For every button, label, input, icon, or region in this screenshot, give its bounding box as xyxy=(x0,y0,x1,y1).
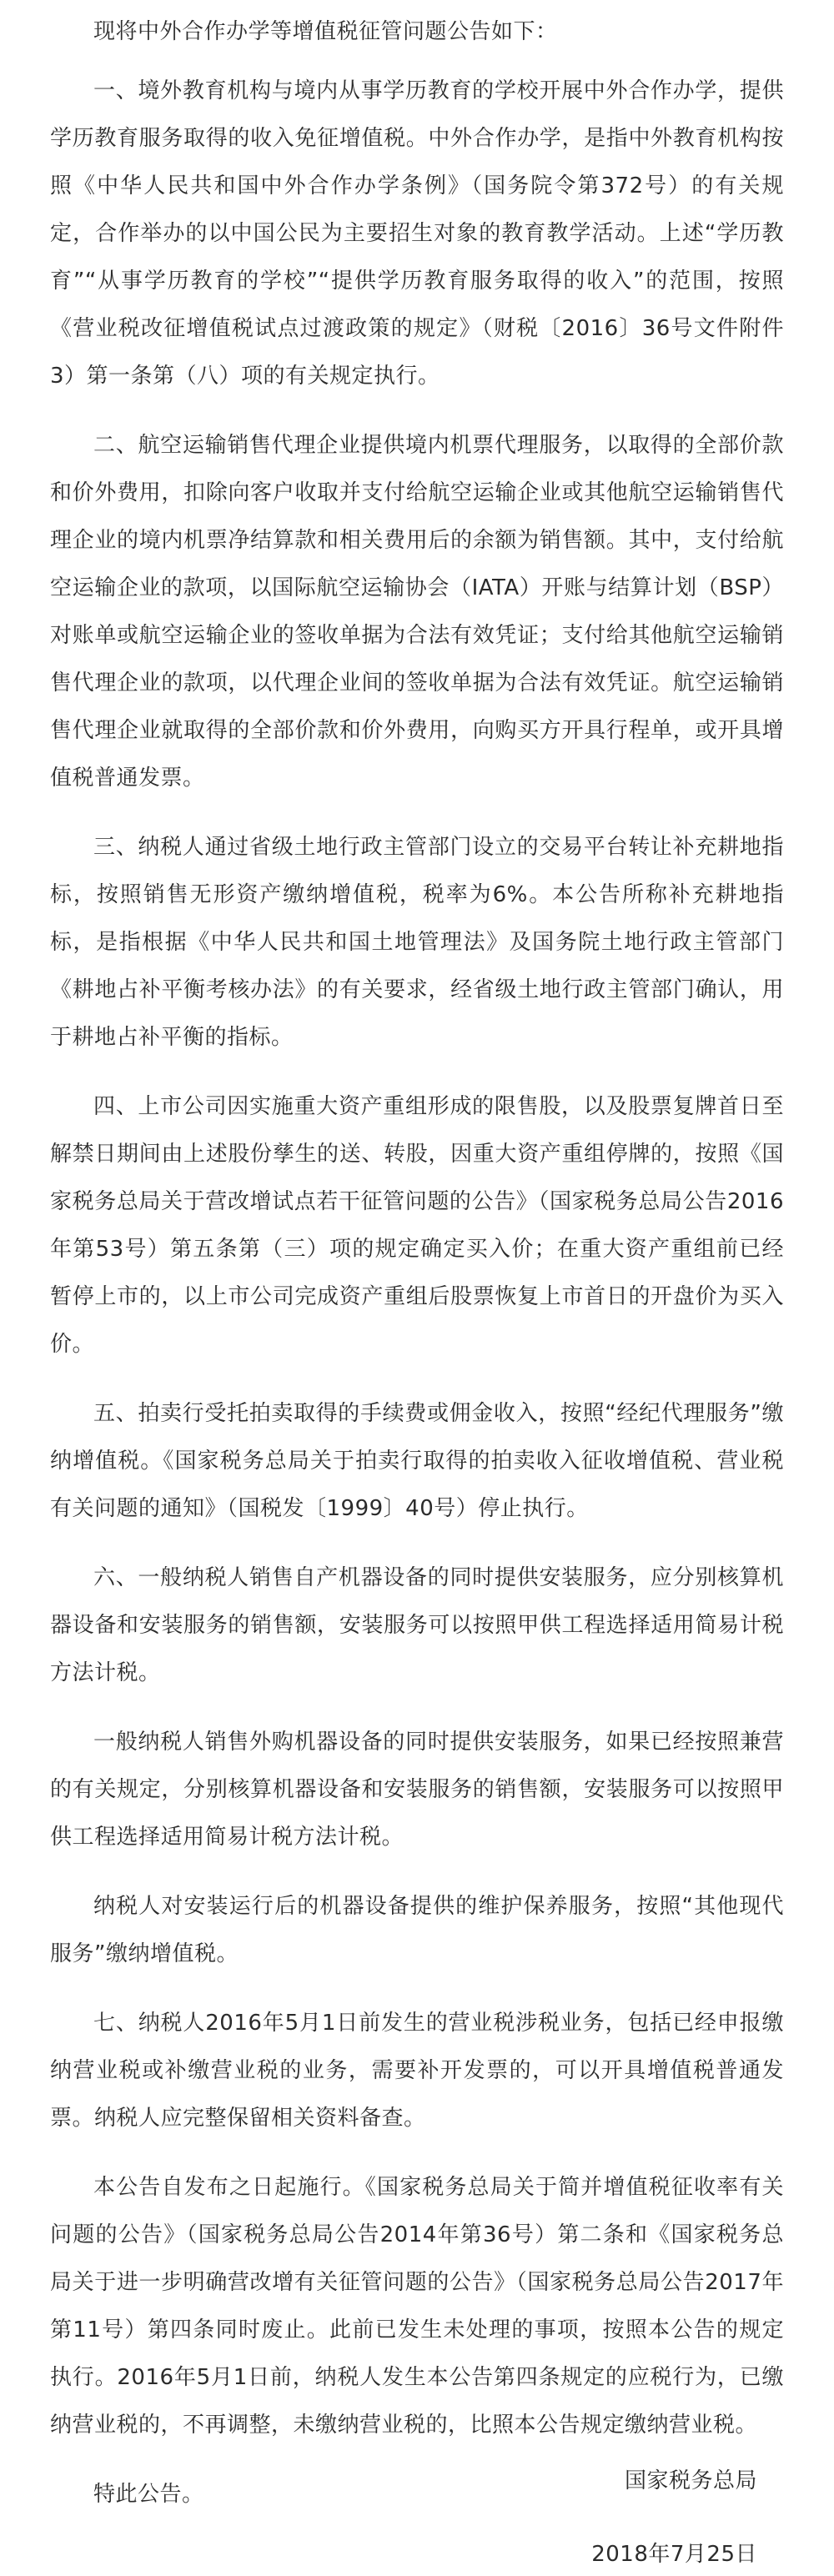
signature-organization: 国家税务总局 xyxy=(624,2468,757,2493)
paragraph-item-4: 四、上市公司因实施重大资产重组形成的限售股，以及股票复牌首日至解禁日期间由上述股份孳生的送、转股，因重大资产重组停牌的，按照《国家税务总局关于营改增试点若干征管问题的公告》（国家税务总局公告2016年第53号）第五条第（三）项的规定确定买入价；在重大资产重组前已经暂停上市的，以上市公司完成资产重组后股票恢复上市首日的开盘价为买入价。 xyxy=(50,1094,784,1357)
paragraph-item-7: 七、纳税人2016年5月1日前发生的营业税涉税业务，包括已经申报缴纳营业税或补缴营业税的业务，需要补开发票的，可以开具增值税普通发票。纳税人应完整保留相关资料备查。 xyxy=(50,2011,784,2131)
paragraph-item-3: 三、纳税人通过省级土地行政主管部门设立的交易平台转让补充耕地指标，按照销售无形资产缴纳增值税，税率为6%。本公告所称补充耕地指标，是指根据《中华人民共和国土地管理法》及国务院土地行政主管部门《耕地占补平衡考核办法》的有关要求，经省级土地行政主管部门确认，用于耕地占补平衡的指标。 xyxy=(50,835,784,1050)
paragraph-item-6c: 纳税人对安装运行后的机器设备提供的维护保养服务，按照“其他现代服务”缴纳增值税。 xyxy=(50,1894,784,1966)
paragraph-item-1: 一、境外教育机构与境内从事学历教育的学校开展中外合作办学，提供学历教育服务取得的收入免征增值税。中外合作办学，是指中外教育机构按照《中华人民共和国中外合作办学条例》（国务院令第372号）的有关规定，合作举办的以中国公民为主要招生对象的教育教学活动。上述“学历教育”“从事学历教育的学校”“提供学历教育服务取得的收入”的范围，按照《营业税改征增值税试点过渡政策的规定》（财税〔2016〕36号文件附件3）第一条第（八）项的有关规定执行。 xyxy=(50,78,784,389)
intro-paragraph: 现将中外合作办学等增值税征管问题公告如下： xyxy=(93,19,558,44)
effective-date-paragraph: 本公告自发布之日起施行。《国家税务总局关于简并增值税征收率有关问题的公告》（国家税务总局公告2014年第36号）第二条和《国家税务总局关于进一步明确营改增有关征管问题的公告》（国家税务总局公告2017年第11号）第四条同时废止。此前已发生未处理的事项，按照本公告的规定执行。2016年5月1日前，纳税人发生本公告第四条规定的应税行为，已缴纳营业税的，不再调整，未缴纳营业税的，比照本公告规定缴纳营业税。 xyxy=(50,2175,784,2438)
signature-date: 2018年7月25日 xyxy=(591,2542,757,2567)
paragraph-item-6b: 一般纳税人销售外购机器设备的同时提供安装服务，如果已经按照兼营的有关规定，分别核算机器设备和安装服务的销售额，安装服务可以按照甲供工程选择适用简易计税方法计税。 xyxy=(50,1730,784,1850)
paragraph-item-2: 二、航空运输销售代理企业提供境内机票代理服务，以取得的全部价款和价外费用，扣除向客户收取并支付给航空运输企业或其他航空运输销售代理企业的境内机票净结算款和相关费用后的余额为销售额。其中，支付给航空运输企业的款项，以国际航空运输协会（IATA）开账与结算计划（BSP）对账单或航空运输企业的签收单据为合法有效凭证；支付给其他航空运输销售代理企业的款项，以代理企业间的签收单据为合法有效凭证。航空运输销售代理企业就取得的全部价款和价外费用，向购买方开具行程单，或开具增值税普通发票。 xyxy=(50,433,784,791)
paragraph-item-6: 六、一般纳税人销售自产机器设备的同时提供安装服务，应分别核算机器设备和安装服务的销售额，安装服务可以按照甲供工程选择适用简易计税方法计税。 xyxy=(50,1565,784,1685)
closing-paragraph: 特此公告。 xyxy=(93,2482,204,2507)
paragraph-item-5: 五、拍卖行受托拍卖取得的手续费或佣金收入，按照“经纪代理服务”缴纳增值税。《国家税务总局关于拍卖行取得的拍卖收入征收增值税、营业税有关问题的通知》（国税发〔1999〕40号）停止执行。 xyxy=(50,1401,784,1521)
